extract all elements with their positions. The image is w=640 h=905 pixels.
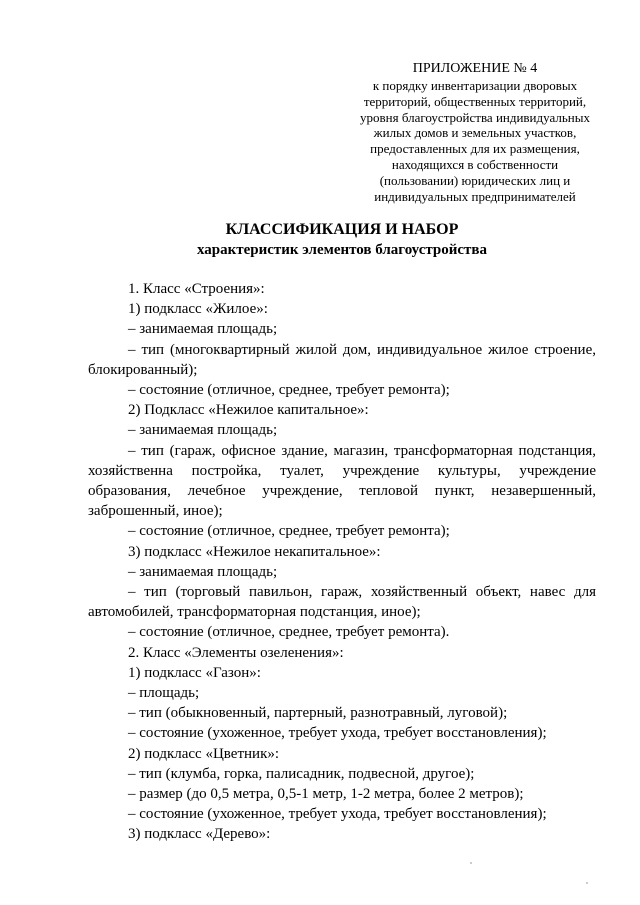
- body-paragraph: 1. Класс «Строения»:: [128, 281, 265, 297]
- body-paragraph: 1) подкласс «Жилое»:: [128, 301, 268, 318]
- annex-line: территорий, общественных территорий,: [363, 93, 587, 109]
- document-heading: [88, 220, 596, 260]
- annex-line: индивидуальных предпринимателей: [374, 188, 576, 204]
- body-paragraph: – состояние (отличное, среднее, требует ремонта);: [128, 382, 450, 399]
- document-subtitle: характеристик элементов благоустройства: [196, 242, 488, 258]
- scan-speck: [470, 862, 472, 864]
- annex-line: жилых домов и земельных участков,: [373, 125, 577, 141]
- annex-line: к порядку инвентаризации дворовых: [372, 78, 578, 93]
- scan-speck: [586, 882, 588, 884]
- body-paragraph: 2. Класс «Элементы озеленения»:: [128, 644, 344, 661]
- body-paragraph: 2) подкласс «Цветник»:: [128, 745, 280, 762]
- body-paragraph: – состояние (отличное, среднее, требует ремонта);: [128, 523, 450, 540]
- body-paragraph: – площадь;: [128, 685, 200, 702]
- body-paragraph: 3) подкласс «Дерево»:: [128, 826, 271, 843]
- body-paragraph: – занимаемая площадь;: [128, 563, 278, 580]
- annex-line: (пользовании) юридических лиц и: [379, 172, 571, 188]
- annex-title: ПРИЛОЖЕНИЕ № 4: [412, 61, 538, 76]
- body-paragraph: 2) Подкласс «Нежилое капитальное»:: [128, 402, 369, 419]
- annex-line: находящихся в собственности: [391, 156, 559, 172]
- body-paragraph: 1) подкласс «Газон»:: [128, 664, 261, 681]
- body-paragraph: – тип (гараж, офисное здание, магазин, трансформаторная подстанция, хозяйственна постройка, туалет, учреждение культуры, учреждение образования, лечебное учреждение, тепловой пункт, незавершенный, заброшенный, иное);: [88, 442, 596, 520]
- body-paragraph: – тип (торговый павильон, гараж, хозяйственный объект, навес для автомобилей, трансформаторная подстанция, иное);: [88, 584, 596, 621]
- document-title: КЛАССИФИКАЦИЯ И НАБОР: [225, 221, 459, 238]
- body-paragraph: – тип (клумба, горка, палисадник, подвесной, другое);: [128, 765, 475, 782]
- annex-block: [350, 60, 600, 204]
- document-body: [88, 279, 596, 845]
- body-paragraph: – состояние (ухоженное, требует ухода, требует восстановления);: [128, 806, 547, 823]
- body-paragraph: – размер (до 0,5 метра, 0,5-1 метр, 1-2 метра, более 2 метров);: [128, 786, 524, 803]
- annex-line: предоставленных для их размещения,: [370, 141, 580, 157]
- body-paragraph: – состояние (отличное, среднее, требует ремонта).: [128, 624, 450, 641]
- annex-line: уровня благоустройства индивидуальных: [360, 109, 590, 125]
- body-paragraph: – занимаемая площадь;: [128, 321, 278, 338]
- body-paragraph: 3) подкласс «Нежилое некапитальное»:: [128, 543, 381, 560]
- body-paragraph: – состояние (ухоженное, требует ухода, требует восстановления);: [128, 725, 547, 742]
- body-paragraph: – занимаемая площадь;: [128, 422, 278, 439]
- body-paragraph: – тип (обыкновенный, партерный, разнотравный, луговой);: [128, 705, 508, 722]
- body-paragraph: – тип (многоквартирный жилой дом, индивидуальное жилое строение, блокированный);: [88, 341, 596, 378]
